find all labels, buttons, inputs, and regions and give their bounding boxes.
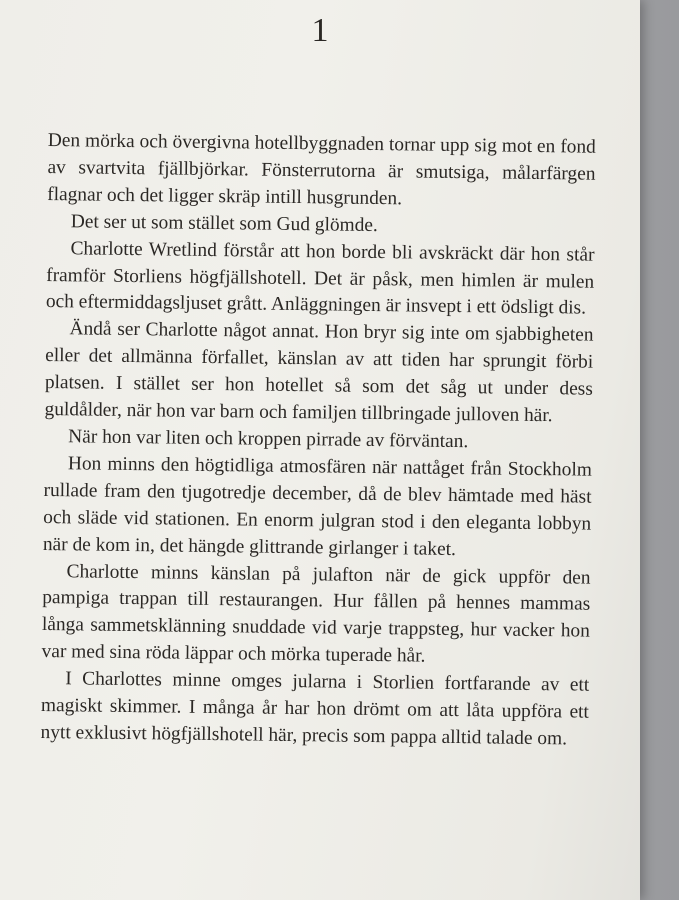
paragraph: Hon minns den högtidliga atmosfären när nattåget från Stockholm rullade fram den tjugotredje december, då de blev hämtade med häst och släde vid stationen. En enorm julgran stod i den eleganta lobbyn när de kom in, det hängde glittrande girlanger i taket. [42, 453, 592, 560]
paragraph: Den mörka och övergivna hotellbyggnaden tornar upp sig mot en fond av svartvita fjällbjörkar. Fönsterrutorna är smutsiga, målarfärgen flagnar och det ligger skräp intill husgrunden. [47, 129, 596, 210]
paragraph: Charlotte minns känslan på julafton när de gick uppför den pampiga trappan till restaurangen. Hur fållen på hennes mammas långa sammetsklänning snuddade vid varje trappsteg, hur vacker hon var med sina röda läppar och mörka tuperade hår. [41, 560, 591, 667]
paragraph: I Charlottes minne omges jularna i Storlien fortfarande av ett magiskt skimmer. I många år har hon drömt om att låta uppföra ett nytt exklusivt högfjällshotell här, precis som pappa alltid talade om. [40, 668, 590, 750]
chapter-number: 1 [311, 12, 329, 49]
paragraph: När hon var liten och kroppen pirrade av förväntan. [68, 426, 469, 453]
paragraph: Charlotte Wretlind förstår att hon borde bli avskräckt där hon står framför Storliens högfjällshotell. Det är påsk, men himlen är mulen och eftermiddagsljuset grått. Anläggningen är insvept i ett ödsligt dis. [45, 237, 595, 320]
chapter-body [40, 128, 596, 753]
paragraph: Ändå ser Charlotte något annat. Hon bryr sig inte om sjabbigheten eller det allmänna förfallet, känslan av att tiden har sprungit förbi platsen. I stället ser hon hotellet så som det såg ut under dess guldålder, när hon var barn och familjen tillbringade julloven här. [44, 318, 594, 427]
paragraph: Det ser ut som stället som Gud glömde. [70, 211, 378, 236]
